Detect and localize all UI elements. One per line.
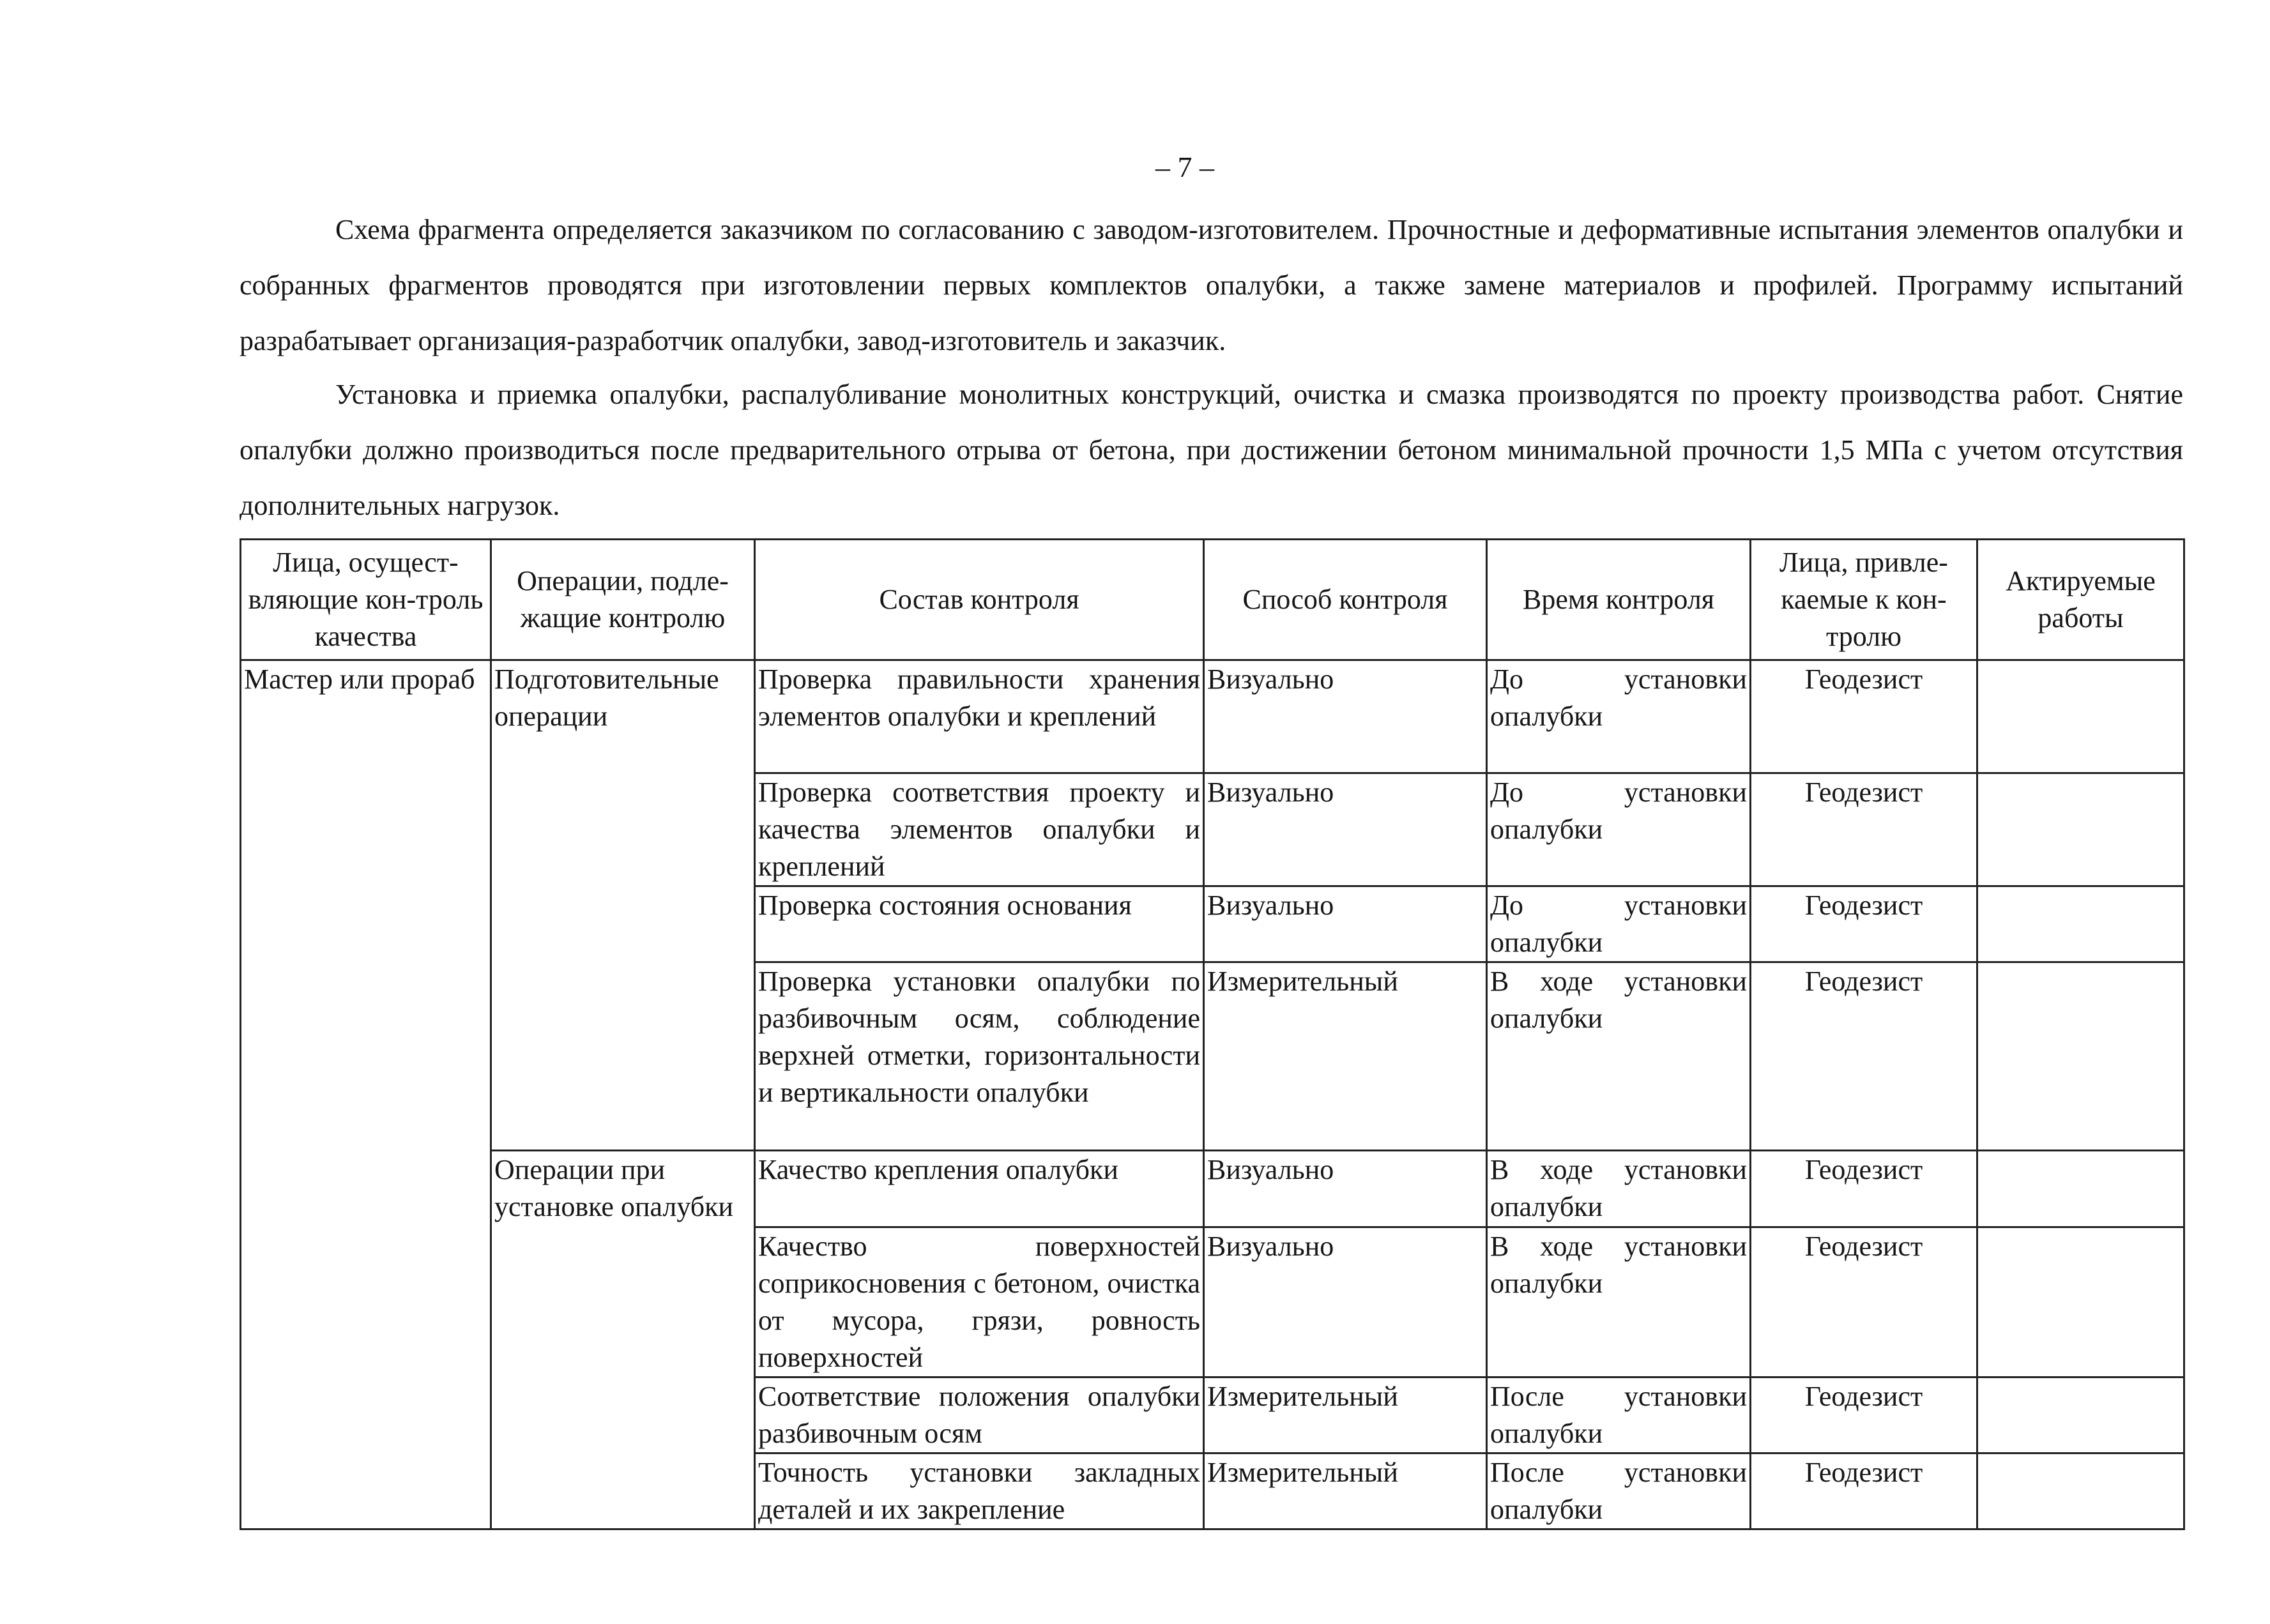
method-cell: Визуально bbox=[1204, 1151, 1487, 1227]
header-control-composition: Состав контроля bbox=[755, 540, 1204, 660]
acted-cell bbox=[1977, 962, 2184, 1151]
acted-cell bbox=[1977, 1151, 2184, 1227]
composition-cell: Точность установки закладных деталей и их закрепление bbox=[755, 1453, 1204, 1529]
composition-cell: Проверка правильности хранения элементов опалубки и креплений bbox=[755, 660, 1204, 773]
acted-cell bbox=[1977, 1453, 2184, 1529]
involved-cell: Геодезист bbox=[1751, 1227, 1977, 1377]
header-performers: Лица, осущест-вляющие кон-троль качества bbox=[241, 540, 491, 660]
header-acted-works: Актируемые работы bbox=[1977, 540, 2184, 660]
time-cell: В ходе установки опалубки bbox=[1487, 962, 1751, 1151]
involved-cell: Геодезист bbox=[1751, 962, 1977, 1151]
composition-cell: Качество крепления опалубки bbox=[755, 1151, 1204, 1227]
operation-cell: Подготовительные операции bbox=[491, 660, 755, 1151]
method-cell: Измерительный bbox=[1204, 1377, 1487, 1453]
time-cell: После установки опалубки bbox=[1487, 1453, 1751, 1529]
time-cell: До установки опалубки bbox=[1487, 773, 1751, 886]
time-cell: В ходе установки опалубки bbox=[1487, 1227, 1751, 1377]
involved-cell: Геодезист bbox=[1751, 660, 1977, 773]
involved-cell: Геодезист bbox=[1751, 886, 1977, 962]
time-cell: До установки опалубки bbox=[1487, 660, 1751, 773]
composition-cell: Проверка соответствия проекту и качества элементов опалубки и креплений bbox=[755, 773, 1204, 886]
table-row bbox=[241, 660, 2184, 773]
time-cell: До установки опалубки bbox=[1487, 886, 1751, 962]
quality-control-table bbox=[240, 538, 2185, 1530]
header-control-time: Время контроля bbox=[1487, 540, 1751, 660]
acted-cell bbox=[1977, 1227, 2184, 1377]
acted-cell bbox=[1977, 773, 2184, 886]
composition-cell: Проверка установки опалубки по разбивочным осям, соблюдение верхней отметки, горизонтальности и вертикальности опалубки bbox=[755, 962, 1204, 1151]
header-control-method: Способ контроля bbox=[1204, 540, 1487, 660]
table-header-row bbox=[241, 540, 2184, 660]
involved-cell: Геодезист bbox=[1751, 1151, 1977, 1227]
acted-cell bbox=[1977, 660, 2184, 773]
method-cell: Измерительный bbox=[1204, 1453, 1487, 1529]
table-row bbox=[241, 1151, 2184, 1227]
method-cell: Визуально bbox=[1204, 660, 1487, 773]
header-involved-persons: Лица, привле-каемые к кон-тролю bbox=[1751, 540, 1977, 660]
method-cell: Измерительный bbox=[1204, 962, 1487, 1151]
operation-cell: Операции при установке опалубки bbox=[491, 1151, 755, 1529]
time-cell: В ходе установки опалубки bbox=[1487, 1151, 1751, 1227]
method-cell: Визуально bbox=[1204, 773, 1487, 886]
composition-cell: Соответствие положения опалубки разбивочным осям bbox=[755, 1377, 1204, 1453]
acted-cell bbox=[1977, 886, 2184, 962]
time-cell: После установки опалубки bbox=[1487, 1377, 1751, 1453]
page-number: – 7 – bbox=[1155, 151, 1214, 183]
composition-cell: Проверка состояния основания bbox=[755, 886, 1204, 962]
performer-cell: Мастер или прораб bbox=[241, 660, 491, 1529]
involved-cell: Геодезист bbox=[1751, 1453, 1977, 1529]
header-operations: Операции, подле-жащие контролю bbox=[491, 540, 755, 660]
composition-cell: Качество поверхностей соприкосновения с бетоном, очистка от мусора, грязи, ровность поверхностей bbox=[755, 1227, 1204, 1377]
method-cell: Визуально bbox=[1204, 886, 1487, 962]
paragraph-formwork-installation: Установка и приемка опалубки, распалубливание монолитных конструкций, очистка и смазка производятся по проекту производства работ. Снятие опалубки должно производиться после предварительного отрыва от бетона, при достижении бетоном минимальной прочности 1,5 МПа с учетом отсутствия дополнительных нагрузок. bbox=[240, 379, 2183, 521]
method-cell: Визуально bbox=[1204, 1227, 1487, 1377]
paragraph-fragment-scheme: Схема фрагмента определяется заказчиком по согласованию с заводом-изготовителем. Прочностные и деформативные испытания элементов опалубки и собранных фрагментов проводятся при изготовлении первых комплектов опалубки, а также замене материалов и профилей. Программу испытаний разрабатывает организация-разработчик опалубки, завод-изготовитель и заказчик. bbox=[240, 214, 2183, 356]
involved-cell: Геодезист bbox=[1751, 773, 1977, 886]
acted-cell bbox=[1977, 1377, 2184, 1453]
involved-cell: Геодезист bbox=[1751, 1377, 1977, 1453]
